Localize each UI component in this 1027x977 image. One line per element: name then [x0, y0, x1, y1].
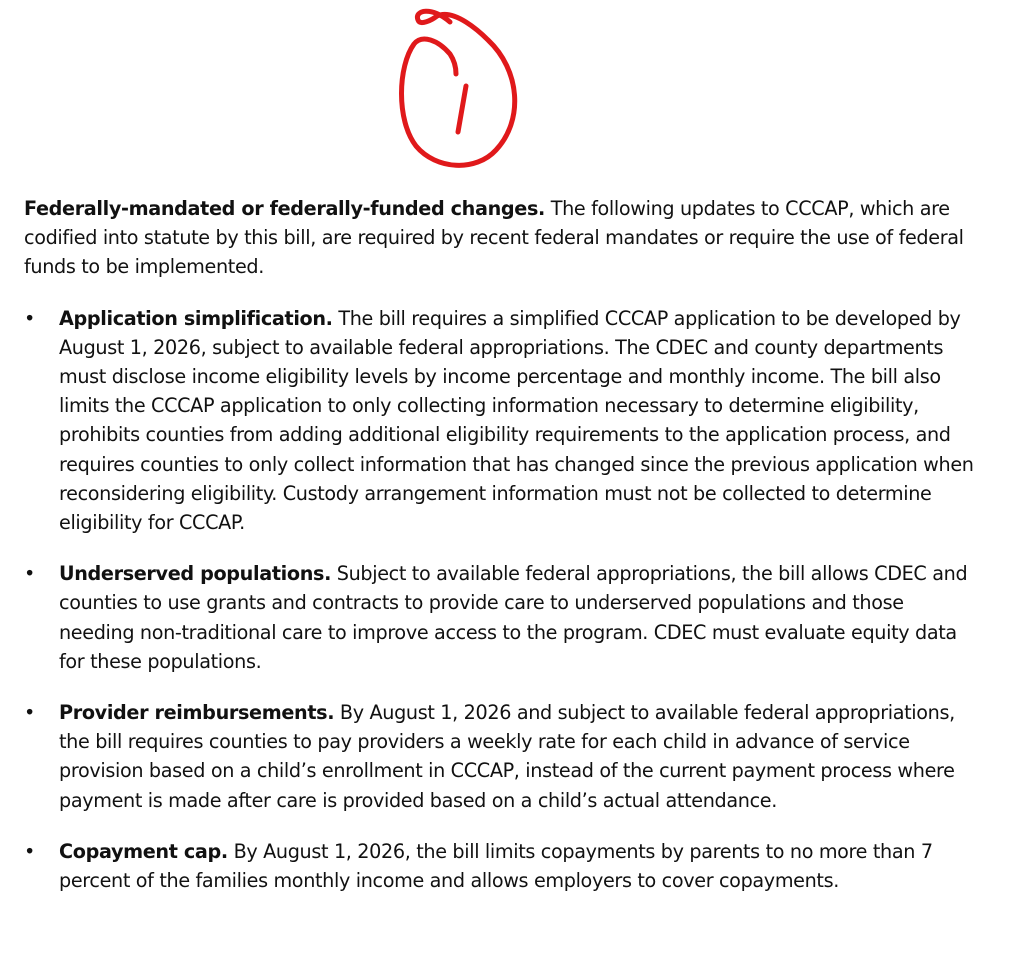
bullet-icon: • — [24, 306, 35, 330]
bullet-icon: • — [24, 839, 35, 863]
document-body — [24, 194, 984, 895]
handwritten-circled-number-icon — [392, 2, 528, 174]
changes-list — [24, 304, 984, 896]
list-item-heading: Application simplification. — [59, 306, 333, 330]
list-item-heading: Provider reimbursements. — [59, 701, 335, 725]
list-item-heading: Underserved populations. — [59, 562, 332, 586]
list-item-text: By August 1, 2026 and subject to available federal appropriations, the bill requires counties to pay providers a weekly rate for each child in advance of service provision based on a child’s enrollment in CCCAP, instead of the current payment process where payment is made after care is provided based on a child’s actual attendance. — [59, 701, 955, 812]
intro-text: The following updates to CCCAP, which are codified into statute by this bill, are required by recent federal mandates or require the use of federal funds to be implemented. — [24, 197, 964, 279]
intro-heading: Federally-mandated or federally-funded changes. — [24, 197, 545, 220]
list-item-heading: Copayment cap. — [59, 839, 228, 863]
list-item-text: By August 1, 2026, the bill limits copayments by parents to no more than 7 percent of the families monthly income and allows employers to cover copayments. — [59, 839, 933, 893]
list-item-application-simplification — [24, 304, 984, 538]
intro-paragraph — [24, 194, 984, 282]
list-item-underserved-populations — [24, 559, 984, 676]
list-item-copayment-cap — [24, 837, 984, 895]
list-item-text: The bill requires a simplified CCCAP application to be developed by August 1, 2026, subject to available federal appropriations. The CDEC and county departments must disclose income eligibility levels by income percentage and monthly income. The bill also limits the CCCAP application to only collecting information necessary to determine eligibility, prohibits counties from adding additional eligibility requirements to the application process, and requires counties to only collect information that has changed since the previous application when reconsidering eligibility. Custody arrangement information must not be collected to determine eligibility for CCCAP. — [59, 306, 974, 535]
bullet-icon: • — [24, 701, 35, 725]
bullet-icon: • — [24, 562, 35, 586]
list-item-provider-reimbursements — [24, 698, 984, 815]
list-item-text: Subject to available federal appropriations, the bill allows CDEC and counties to use grants and contracts to provide care to underserved populations and those needing non-traditional care to improve access to the program. CDEC must evaluate equity data for these populations. — [59, 562, 968, 673]
